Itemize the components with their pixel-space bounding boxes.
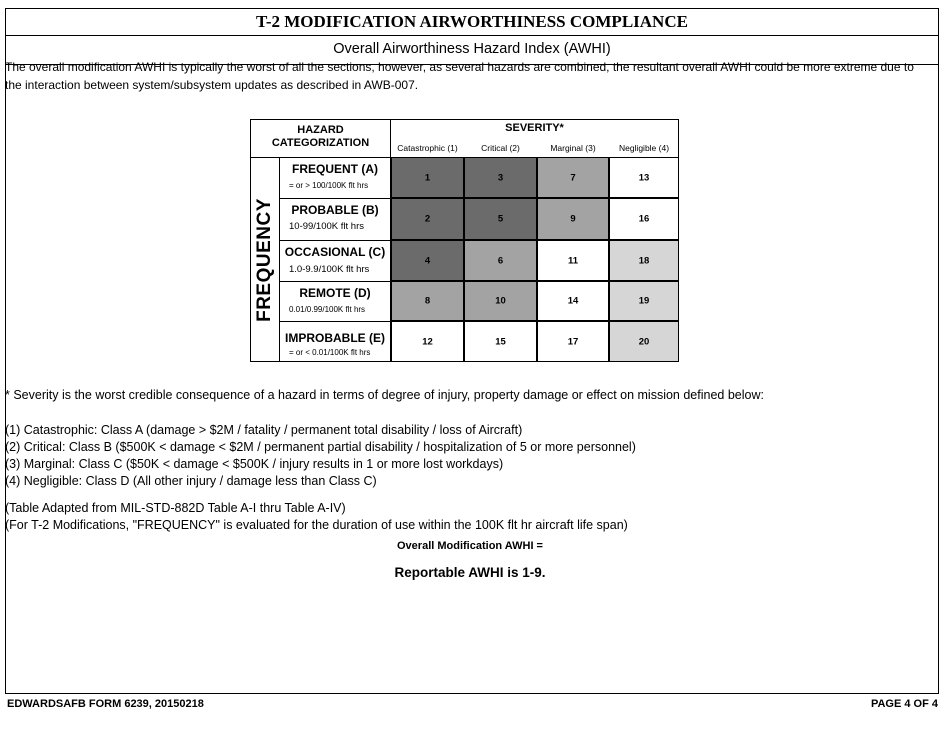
reportable-awhi-text: Reportable AWHI is 1-9. [394, 565, 546, 580]
hazard-cell: 3 [464, 157, 537, 198]
row-rate: 1.0-9.9/100K flt hrs [289, 264, 370, 275]
severity-item-negligible: (4) Negligible: Class D (All other injury / damage less than Class C) [5, 474, 377, 488]
row-label-frequent [280, 157, 391, 198]
hazard-cell: 6 [464, 240, 537, 281]
hazard-cell: 8 [391, 281, 464, 321]
section-subtitle: Overall Airworthiness Hazard Index (AWHI) [6, 36, 938, 65]
table-source-note: (Table Adapted from MIL-STD-882D Table A-I thru Table A-IV) [5, 501, 346, 515]
frequency-note: (For T-2 Modifications, "FREQUENCY" is evaluated for the duration of use within the 100K flt hr aircraft life span) [5, 518, 628, 532]
hazard-cell: 15 [464, 321, 537, 362]
form-id: EDWARDSAFB FORM 6239, 20150218 [7, 698, 204, 710]
severity-header: SEVERITY* [505, 122, 564, 134]
row-label-improbable [280, 321, 391, 362]
hazard-cell: 7 [537, 157, 609, 198]
severity-item-catastrophic: (1) Catastrophic: Class A (damage > $2M / fatality / permanent total disability / loss of Aircraft) [5, 423, 523, 437]
row-name: PROBABLE (B) [291, 203, 379, 217]
severity-item-marginal: (3) Marginal: Class C ($50K < damage < $500K / injury results in 1 or more lost workdays) [5, 457, 504, 471]
hazard-cell: 19 [609, 281, 679, 321]
row-name: OCCASIONAL (C) [284, 245, 386, 259]
page-number: PAGE 4 OF 4 [870, 698, 938, 710]
row-name: IMPROBABLE (E) [285, 331, 385, 345]
hazard-matrix [250, 119, 679, 362]
hazard-cell: 10 [464, 281, 537, 321]
frequency-axis [251, 157, 280, 362]
hazard-cell: 11 [537, 240, 609, 281]
row-rate: 0.01/0.99/100K flt hrs [289, 305, 366, 314]
hazard-cell: 5 [464, 198, 537, 240]
severity-definition: * Severity is the worst credible consequence of a hazard in terms of degree of injury, property damage or effect on mission defined below: [5, 388, 764, 402]
row-rate: 10-99/100K flt hrs [289, 221, 364, 232]
hazard-cell: 13 [609, 157, 679, 198]
hazard-cell: 20 [609, 321, 679, 362]
row-label-occasional [280, 240, 391, 281]
hazard-cell: 12 [391, 321, 464, 362]
row-label-remote [280, 281, 391, 321]
hazard-cell: 18 [609, 240, 679, 281]
hazard-cell: 17 [537, 321, 609, 362]
hazard-cell: 2 [391, 198, 464, 240]
severity-col-catastrophic: Catastrophic (1) [397, 143, 458, 153]
severity-col-marginal: Marginal (3) [550, 143, 596, 153]
overall-awhi-label: Overall Modification AWHI = [397, 540, 543, 552]
severity-col-critical: Critical (2) [481, 143, 520, 153]
hazard-cell: 14 [537, 281, 609, 321]
hazard-cell: 9 [537, 198, 609, 240]
row-rate: = or < 0.01/100K flt hrs [289, 348, 371, 357]
row-rate: = or > 100/100K flt hrs [289, 181, 369, 190]
hazard-cell: 1 [391, 157, 464, 198]
row-label-probable [280, 198, 391, 240]
frequency-label: FREQUENCY [254, 198, 275, 322]
hazard-categorization-header: HAZARD CATEGORIZATION [251, 120, 391, 157]
intro-paragraph: The overall modification AWHI is typically the worst of all the sections, however, as several hazards are combined, the resultant overall AWHI could be more extreme due to the interaction between system/subsystem updates as described in AWB-007. [5, 60, 914, 92]
hazard-cell: 16 [609, 198, 679, 240]
row-name: REMOTE (D) [299, 286, 371, 300]
row-name: FREQUENT (A) [292, 162, 378, 176]
hazard-cell: 4 [391, 240, 464, 281]
form-title: T-2 MODIFICATION AIRWORTHINESS COMPLIANCE [6, 9, 938, 36]
severity-item-critical: (2) Critical: Class B ($500K < damage < $2M / permanent partial disability / hospitalization of 5 or more personnel) [5, 440, 636, 454]
severity-col-negligible: Negligible (4) [618, 143, 670, 153]
